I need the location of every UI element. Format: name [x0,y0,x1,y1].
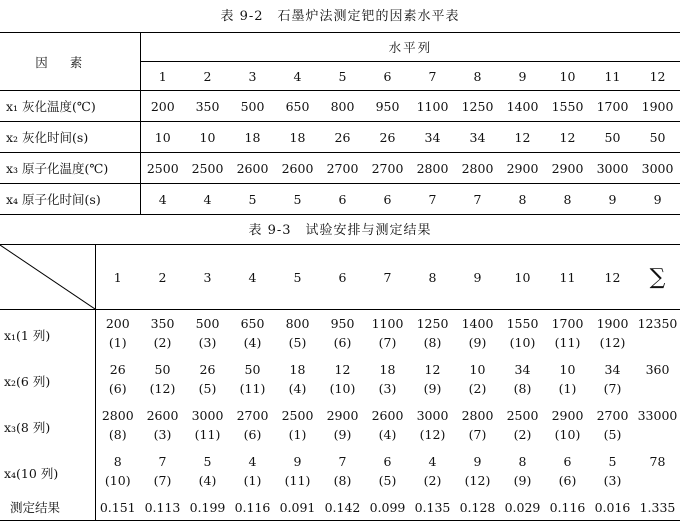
factor-value: 26 [109,362,126,377]
factor-value: 6 [383,454,392,469]
level-value: 9 [608,191,617,207]
level-column-header: 6 [365,62,410,91]
result-value: 0.016 [594,499,631,515]
factor-label: x₁(1 列) [0,310,95,357]
level-value: 7 [428,191,437,207]
factor-value: 34 [604,362,621,377]
level-index: (10) [509,335,536,350]
level-value: 2600 [230,153,275,184]
experiment-results-table [0,244,680,521]
level-value: 18 [230,122,275,153]
result-value: 0.116 [549,499,586,515]
experiment-column-header: 9 [455,245,500,310]
level-index: (10) [554,427,581,442]
level-column-header: 7 [410,62,455,91]
result-value: 0.099 [369,499,406,515]
experiment-column-header: 8 [410,245,455,310]
table1-row [0,153,680,184]
factor-value: 7 [158,454,167,469]
level-index: (2) [468,381,487,396]
row-sum: 33000 [637,408,678,423]
level-column-header: 11 [590,62,635,91]
table2-value-row [0,356,680,379]
factor-value: 6 [563,454,572,469]
level-value: 12 [545,122,590,153]
level-index: (12) [599,335,626,350]
level-value: 2500 [140,153,185,184]
level-value: 1400 [500,91,545,122]
factor-value: 2900 [551,408,584,423]
experiment-column-header: 4 [230,245,275,310]
level-value: 500 [230,91,275,122]
level-value: 1250 [455,91,500,122]
factor-label: x₁ 灰化温度(℃) [0,91,140,122]
factor-value: 9 [293,454,302,469]
table1-row [0,122,680,153]
level-index: (7) [378,335,397,350]
factor-value: 26 [199,362,216,377]
diagonal-line [0,245,95,309]
result-sum: 1.335 [639,499,676,515]
experiment-column-header: 10 [500,245,545,310]
experiment-column-header: 12 [590,245,635,310]
factor-label: x₂(6 列) [0,356,95,402]
level-value: 4 [203,191,212,207]
level-index [635,425,680,448]
factor-value: 10 [559,362,576,377]
table2-value-row [0,310,680,334]
result-value: 0.151 [99,499,136,515]
table2-value-row [0,448,680,471]
level-index [635,471,680,494]
level-value: 7 [473,191,482,207]
factor-value: 8 [113,454,122,469]
level-column-header: 10 [545,62,590,91]
factor-label: x₂ 灰化时间(s) [0,122,140,153]
result-value: 0.091 [279,499,316,515]
result-value: 0.128 [459,499,496,515]
level-index: (2) [153,335,172,350]
level-value: 6 [383,191,392,207]
level-column-header: 4 [275,62,320,91]
level-column-header: 5 [320,62,365,91]
level-column-header: 2 [185,62,230,91]
table2-level-row [0,425,680,448]
level-value: 34 [410,122,455,153]
level-index: (5) [603,427,622,442]
level-value: 950 [365,91,410,122]
level-index: (7) [468,427,487,442]
level-index: (9) [333,427,352,442]
level-index: (2) [423,473,442,488]
level-index: (3) [198,335,217,350]
result-value: 0.029 [504,499,541,515]
factor-value: 650 [240,316,265,331]
result-value: 0.116 [234,499,271,515]
table1-header-row [0,33,680,62]
factor-value: 2500 [506,408,539,423]
level-index: (4) [198,473,217,488]
level-index: (7) [603,381,622,396]
level-header: 水平列 [140,33,680,62]
level-value: 1900 [635,91,680,122]
experiment-column-header: 6 [320,245,365,310]
level-index: (11) [554,335,581,350]
factor-value: 500 [195,316,220,331]
factor-value: 1900 [596,316,629,331]
level-value: 3000 [590,153,635,184]
level-value: 5 [248,191,257,207]
factor-value: 2800 [461,408,494,423]
table2-caption: 表 9-3 试验安排与测定结果 [248,223,432,238]
table2-level-row [0,333,680,356]
factor-value: 3000 [191,408,224,423]
level-index: (4) [378,427,397,442]
level-value: 650 [275,91,320,122]
factor-value: 1700 [551,316,584,331]
level-column-header: 12 [635,62,680,91]
level-value: 350 [185,91,230,122]
level-index: (6) [243,427,262,442]
factor-value: 50 [244,362,261,377]
level-index: (4) [288,381,307,396]
level-value: 26 [365,122,410,153]
level-value: 9 [653,191,662,207]
factor-label: x₄ 原子化时间(s) [0,184,140,215]
factor-value: 3000 [416,408,449,423]
experiment-column-header: 11 [545,245,590,310]
level-value: 5 [293,191,302,207]
level-column-header: 1 [140,62,185,91]
factor-level-table [0,32,680,215]
result-value: 0.113 [144,499,181,515]
level-index: (11) [239,381,266,396]
result-row [0,494,680,521]
experiment-column-header: 5 [275,245,320,310]
row-sum: 78 [649,454,666,469]
table1-row [0,184,680,215]
level-column-header: 9 [500,62,545,91]
level-value: 3000 [635,153,680,184]
table1-row [0,91,680,122]
level-value: 8 [563,191,572,207]
level-value: 12 [500,122,545,153]
level-index: (8) [333,473,352,488]
factor-label: x₃(8 列) [0,402,95,448]
level-index: (12) [464,473,491,488]
experiment-column-header: 1 [95,245,140,310]
level-value: 26 [320,122,365,153]
level-value: 6 [338,191,347,207]
level-value: 50 [590,122,635,153]
factor-value: 4 [428,454,437,469]
factor-value: 200 [105,316,130,331]
level-value: 1550 [545,91,590,122]
diagonal-corner-cell [0,245,95,310]
level-index: (1) [243,473,262,488]
factor-label: x₃ 原子化温度(℃) [0,153,140,184]
factor-value: 2600 [371,408,404,423]
level-value: 50 [635,122,680,153]
factor-value: 800 [285,316,310,331]
level-value: 2800 [410,153,455,184]
row-sum: 12350 [637,316,678,331]
level-value: 8 [518,191,527,207]
level-index: (3) [378,381,397,396]
sum-column-header: ∑ [635,245,680,310]
level-index: (10) [329,381,356,396]
level-index: (11) [194,427,221,442]
factor-value: 2500 [281,408,314,423]
factor-value: 18 [379,362,396,377]
level-index: (11) [284,473,311,488]
level-value: 2900 [500,153,545,184]
level-value: 2500 [185,153,230,184]
level-value: 34 [455,122,500,153]
level-value: 200 [140,91,185,122]
level-value: 800 [320,91,365,122]
level-index: (9) [423,381,442,396]
factor-value: 2900 [326,408,359,423]
level-index: (5) [198,381,217,396]
level-index: (4) [243,335,262,350]
factor-value: 1400 [461,316,494,331]
level-column-header: 8 [455,62,500,91]
level-index: (6) [333,335,352,350]
level-index: (12) [419,427,446,442]
level-value: 4 [158,191,167,207]
level-index: (10) [104,473,131,488]
factor-value: 2800 [101,408,134,423]
factor-value: 50 [154,362,171,377]
level-index: (12) [149,381,176,396]
result-label: 测定结果 [0,494,95,521]
level-index: (6) [108,381,127,396]
factor-value: 950 [330,316,355,331]
level-index [635,379,680,402]
experiment-column-header: 7 [365,245,410,310]
factor-value: 1250 [416,316,449,331]
level-index: (8) [108,427,127,442]
factor-value: 8 [518,454,527,469]
result-value: 0.135 [414,499,451,515]
factor-value: 1100 [371,316,404,331]
table2-header-row [0,245,680,310]
level-index: (5) [378,473,397,488]
table2-value-row [0,402,680,425]
level-index: (8) [423,335,442,350]
level-index: (8) [513,381,532,396]
factor-value: 5 [203,454,212,469]
level-index: (9) [468,335,487,350]
factor-value: 10 [469,362,486,377]
factor-value: 12 [334,362,351,377]
level-value: 10 [185,122,230,153]
level-value: 2600 [275,153,320,184]
level-index: (1) [288,427,307,442]
result-value: 0.199 [189,499,226,515]
table2-level-row [0,471,680,494]
level-index: (3) [603,473,622,488]
factor-value: 2600 [146,408,179,423]
level-value: 18 [275,122,320,153]
factor-value: 5 [608,454,617,469]
level-column-header: 3 [230,62,275,91]
experiment-column-header: 2 [140,245,185,310]
table2-level-row [0,379,680,402]
level-value: 2700 [320,153,365,184]
level-index: (6) [558,473,577,488]
factor-value: 7 [338,454,347,469]
table1-caption: 表 9-2 石墨炉法测定钯的因素水平表 [220,9,460,24]
level-index: (1) [558,381,577,396]
level-index: (9) [513,473,532,488]
level-index: (1) [108,335,127,350]
factor-value: 350 [150,316,175,331]
result-value: 0.142 [324,499,361,515]
factor-value: 4 [248,454,257,469]
level-value: 2900 [545,153,590,184]
factor-value: 18 [289,362,306,377]
experiment-column-header: 3 [185,245,230,310]
level-index: (5) [288,335,307,350]
level-value: 1100 [410,91,455,122]
factor-header: 因素 [0,33,140,91]
factor-label: x₄(10 列) [0,448,95,494]
factor-value: 34 [514,362,531,377]
level-value: 2700 [365,153,410,184]
level-value: 1700 [590,91,635,122]
level-index: (3) [153,427,172,442]
level-index: (7) [153,473,172,488]
factor-value: 9 [473,454,482,469]
factor-value: 2700 [236,408,269,423]
level-value: 10 [140,122,185,153]
factor-value: 1550 [506,316,539,331]
level-index [635,333,680,356]
row-sum: 360 [645,362,670,377]
level-index: (2) [513,427,532,442]
factor-value: 12 [424,362,441,377]
factor-value: 2700 [596,408,629,423]
level-value: 2800 [455,153,500,184]
